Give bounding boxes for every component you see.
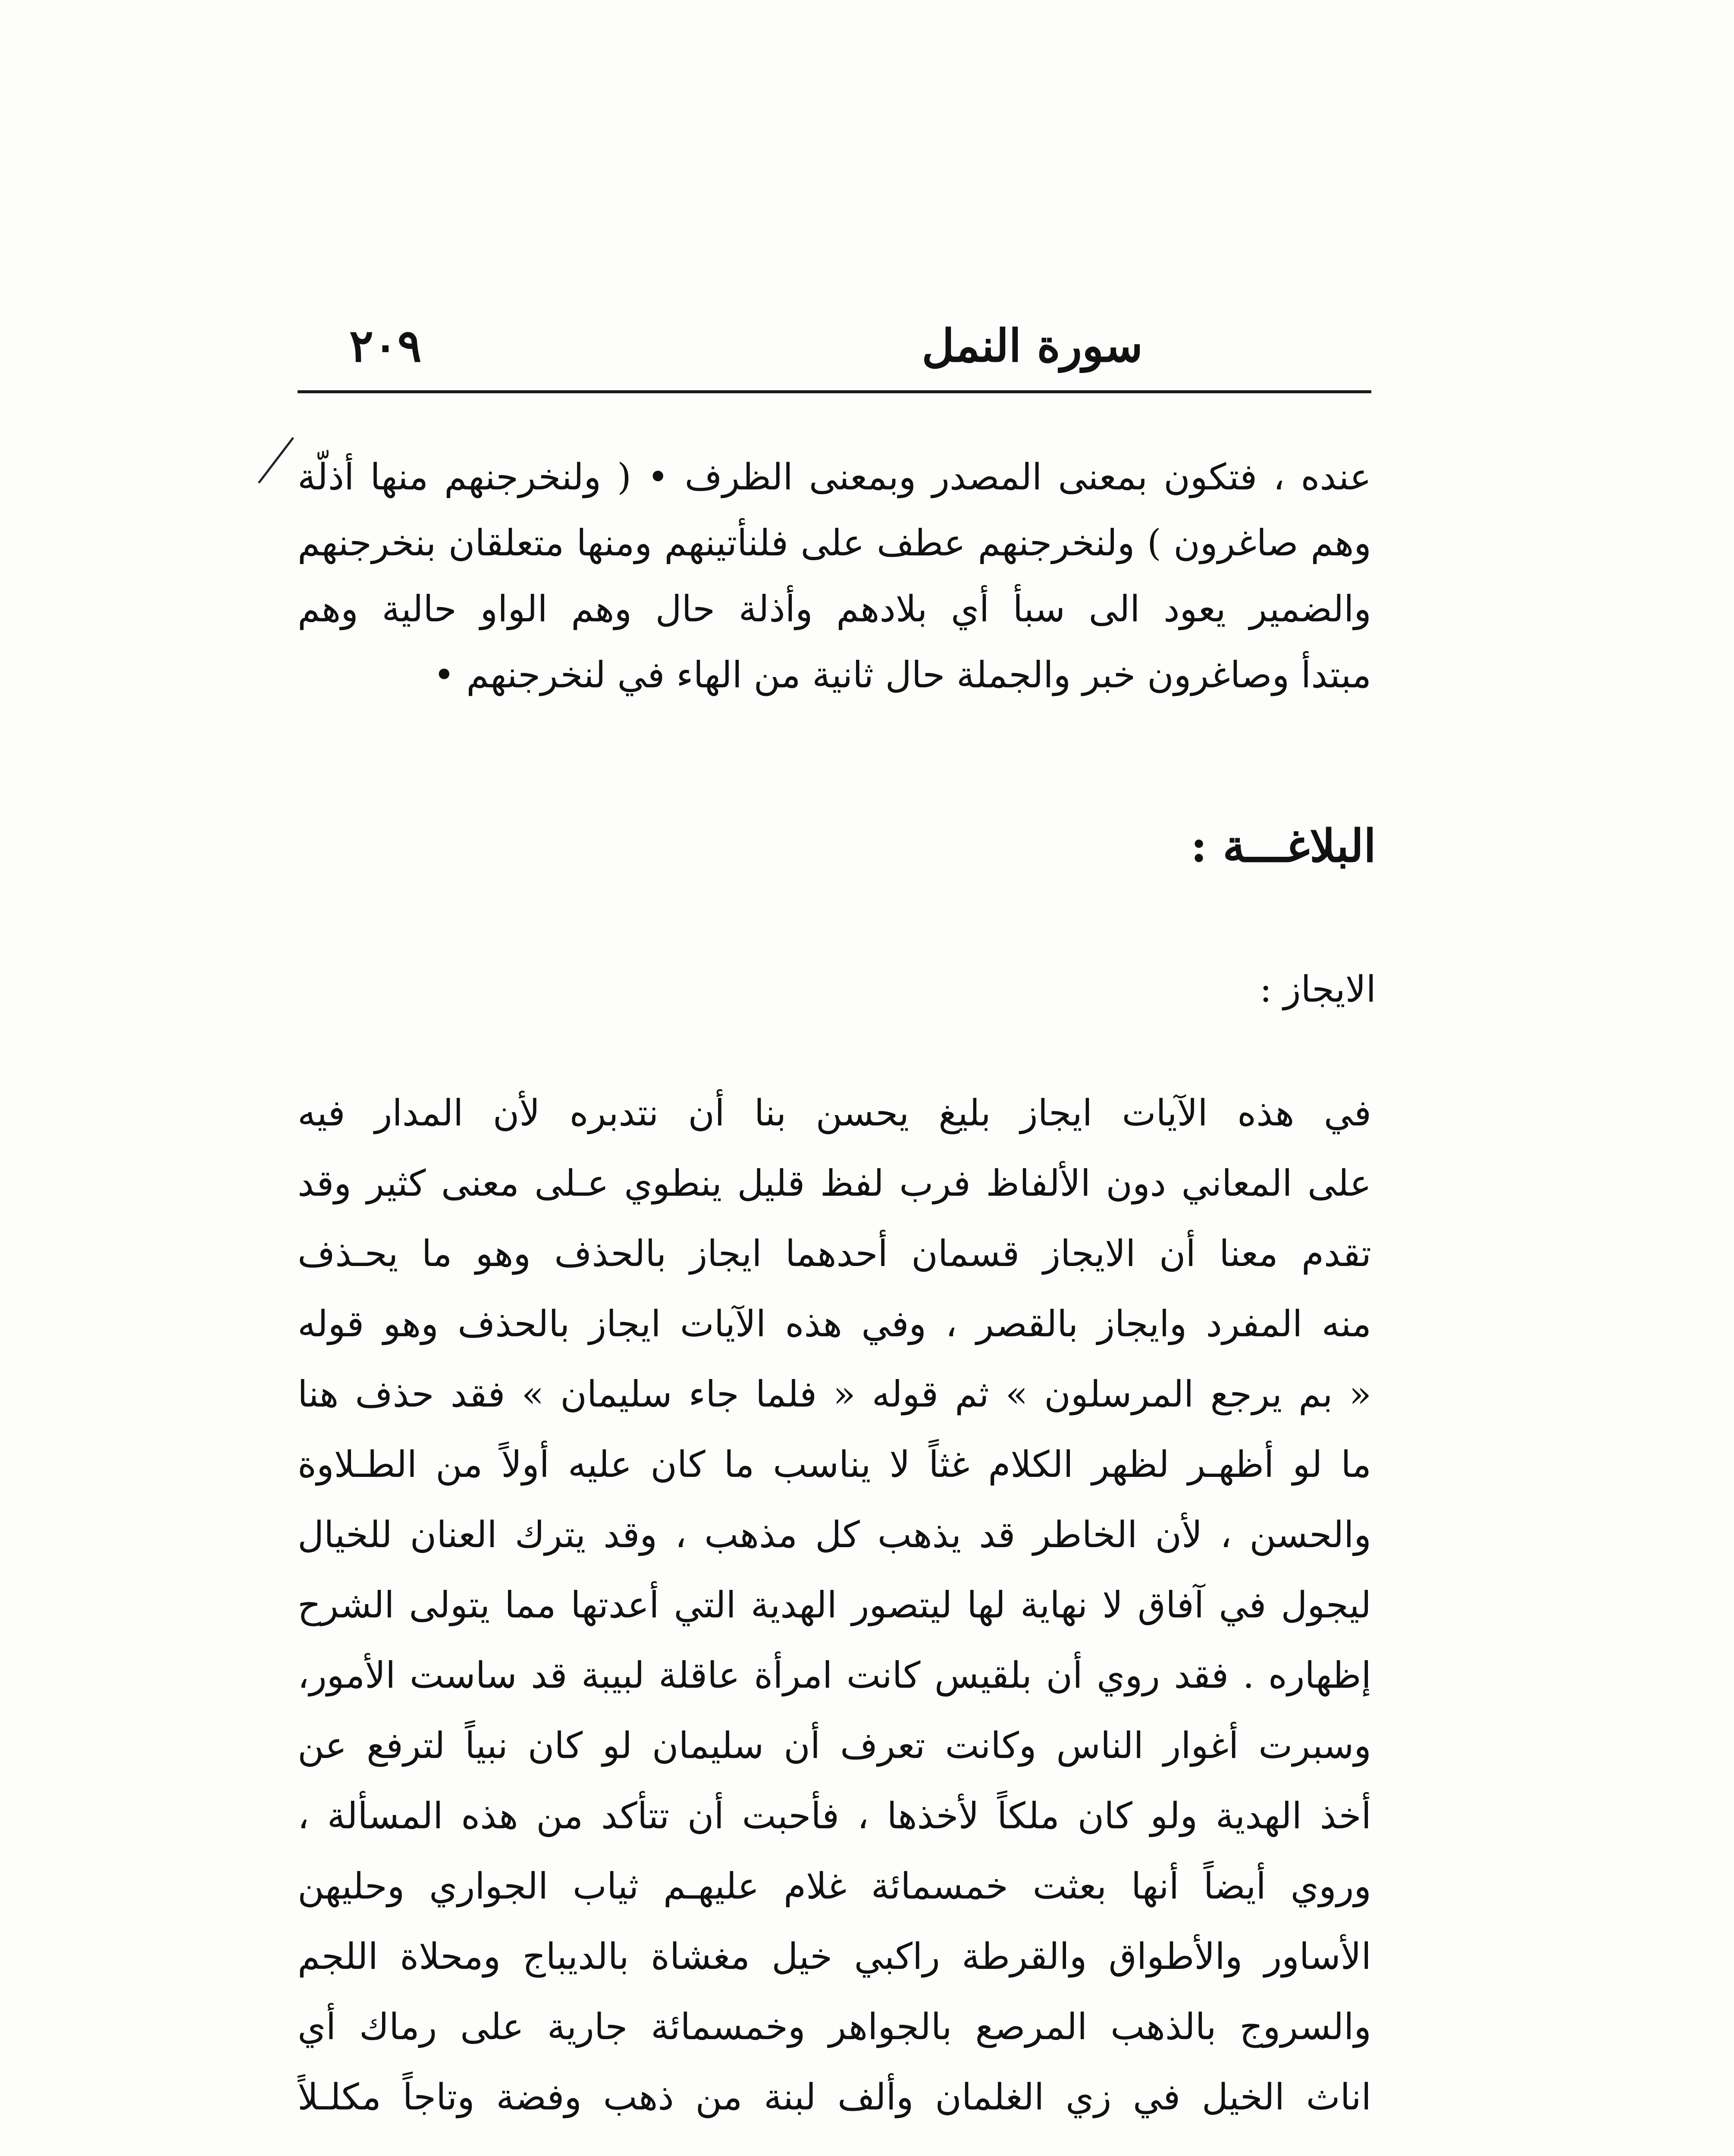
section-heading: البلاغـــة :	[1190, 819, 1376, 872]
text-line: عنده ، فتكون بمعنى المصدر وبمعنى الظرف • ( ولنخرجنهم منها أذلّة	[298, 456, 1371, 498]
text-line: والضمير يعود الى سبأ أي بلادهم وأذلة حال وهم الواو حالية وهم	[298, 588, 1371, 630]
text-line: على المعاني دون الألفاظ فرب لفظ قليل ينطوي عـلى معنى كثير وقد	[298, 1162, 1371, 1204]
text-line: تقدم معنا أن الايجاز قسمان أحدهما ايجاز بالحذف وهو ما يحـذف	[298, 1232, 1371, 1275]
text-line: ليجول في آفاق لا نهاية لها ليتصور الهدية التي أعدتها مما يتولى الشرح	[298, 1584, 1371, 1626]
text-line: الأساور والأطواق والقرطة راكبي خيل مغشاة بالديباج ومحلاة اللجم	[298, 1935, 1371, 1977]
main-paragraph	[298, 1078, 1371, 2132]
text-line: ما لو أظهـر لظهر الكلام غثاً لا يناسب ما كان عليه أولاً من الطـلاوة	[298, 1443, 1371, 1485]
text-line: وسبرت أغوار الناس وكانت تعرف أن سليمان لو كان نبياً لترفع عن	[298, 1724, 1371, 1767]
page-number: ٢٠٩	[349, 319, 422, 372]
running-header	[298, 302, 1376, 384]
header-divider	[298, 390, 1371, 393]
text-line: أخذ الهدية ولو كان ملكاً لأخذها ، فأحبت أن تتأكد من هذه المسألة ،	[298, 1795, 1371, 1837]
text-line: منه المفرد وايجاز بالقصر ، وفي هذه الآيات ايجاز بالحذف وهو قوله	[298, 1303, 1371, 1345]
intro-paragraph	[298, 444, 1371, 708]
text-line: « بم يرجع المرسلون » ثم قوله « فلما جاء سليمان » فقد حذف هنا	[298, 1373, 1371, 1415]
chapter-title: سورة النمل	[922, 319, 1143, 372]
subheading: الايجاز :	[1259, 968, 1376, 1010]
text-line: والسروج بالذهب المرصع بالجواهر وخمسمائة جارية على رماك أي	[298, 2006, 1371, 2048]
text-line: وروي أيضاً أنها بعثت خمسمائة غلام عليهـم ثياب الجواري وحليهن	[298, 1865, 1371, 1907]
text-line: والحسن ، لأن الخاطر قد يذهب كل مذهب ، وقد يترك العنان للخيال	[298, 1514, 1371, 1556]
margin-pen-mark	[254, 436, 298, 487]
text-line: اناث الخيل في زي الغلمان وألف لبنة من ذهب وفضة وتاجاً مكلـلاً	[298, 2076, 1371, 2118]
text-line: إظهاره . فقد روي أن بلقيس كانت امرأة عاقلة لبيبة قد ساست الأمور،	[298, 1654, 1371, 1696]
text-line: مبتدأ وصاغرون خبر والجملة حال ثانية من الهاء في لنخرجنهم •	[433, 654, 1371, 696]
text-line: في هذه الآيات ايجاز بليغ يحسن بنا أن نتدبره لأن المدار فيه	[298, 1092, 1371, 1134]
text-line: وهم صاغرون ) ولنخرجنهم عطف على فلنأتينهم ومنها متعلقان بنخرجنهم	[298, 522, 1371, 564]
